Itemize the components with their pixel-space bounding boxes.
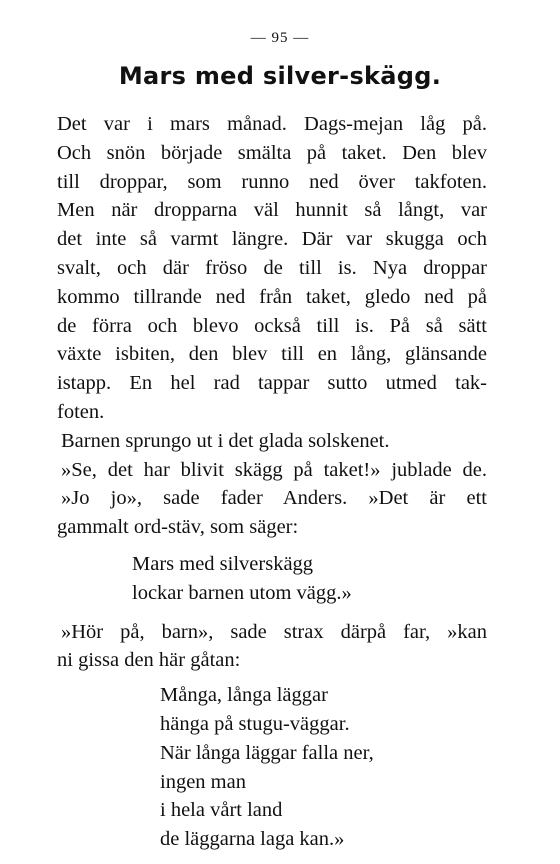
verse-line: de läggarna laga kan.» [160,828,345,851]
text-line: det inte så varmt längre. Där var skugga och [57,228,487,251]
text-line: kommo tillrande ned från taket, gledo ned på [57,285,487,308]
verse-line: hänga på stugu-väggar. [160,712,350,735]
text-line: till droppar, som runno ned över takfoten. [57,170,487,193]
text-line: »Se, det har blivit skägg på taket!» jublade de. [61,458,487,481]
verse-line: Mars med silverskägg [132,552,314,575]
verse-line: När långa läggar falla ner, [160,741,374,764]
text-line: Barnen sprungo ut i det glada solskenet. [61,429,390,452]
paragraph-3 [57,456,487,485]
verse-line: ingen man [160,770,246,793]
text-line: »Jo jo», sade fader Anders. »Det är ett [61,487,487,510]
verse-1 [57,550,487,608]
verse-2 [57,681,487,854]
paragraph-5 [57,618,487,676]
body-text [57,110,487,864]
text-line: istapp. En hel rad tappar sutto utmed tak- [57,372,487,395]
verse-line: i hela vårt land [160,799,283,822]
chapter-title: Mars med silver-skägg. [118,62,442,90]
text-line: ni gissa den här gåtan: [57,649,241,672]
text-line: de förra och blevo också till is. På så sätt [57,314,487,337]
page-number: — 95 — [250,30,310,46]
text-line: Men när dropparna väl hunnit så långt, var [57,199,487,222]
text-line: Det var i mars månad. Dags-mejan låg på. [57,113,487,135]
verse-line: lockar barnen utom vägg.» [132,581,352,604]
paragraph-2 [57,427,487,456]
verse-line: Många, långa läggar [160,684,328,707]
text-line: »Hör på, barn», sade strax därpå far, »kan [61,620,487,643]
text-line: foten. [57,400,105,423]
text-line: svalt, och där fröso de till is. Nya droppar [57,256,487,279]
text-line: växte isbiten, den blev till en lång, glänsande [57,343,487,366]
paragraph-4 [57,484,487,542]
text-line: gammalt ord-stäv, som säger: [57,516,299,539]
paragraph-1 [57,110,487,427]
text-line: Och snön började smälta på taket. Den blev [57,141,487,164]
